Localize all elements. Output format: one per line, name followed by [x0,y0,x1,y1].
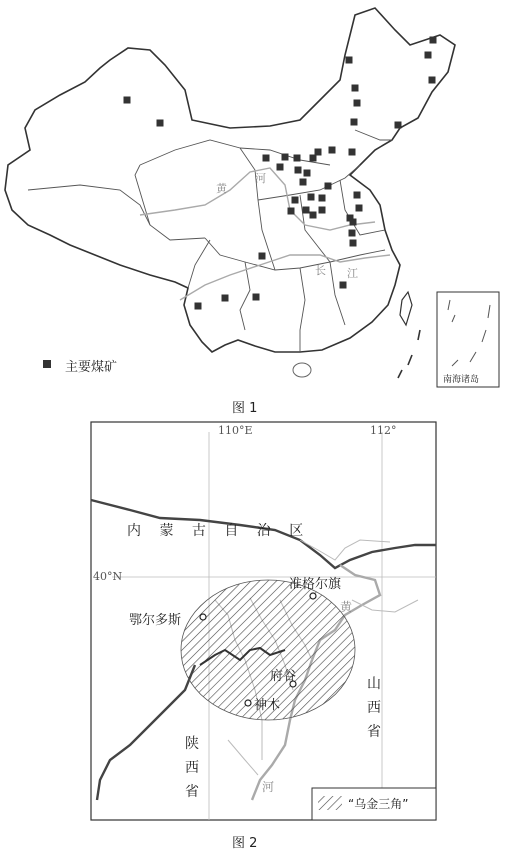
fig1-river-label-he: 河 [255,172,266,185]
shaanxi-boundary [97,665,195,800]
fig1-caption: 图 1 [232,401,258,416]
coal-mine-marker [352,85,359,92]
coal-mine-marker [395,122,402,129]
shaanxi-char-1: 陕 [185,736,199,752]
shaanxi-char-2: 西 [185,760,199,776]
coal-mine-marker [425,52,432,59]
coal-mine-marker [304,170,311,177]
lon-label-112: 112° [370,424,397,437]
coal-mine-marker [354,100,361,107]
coal-mine-marker [350,219,357,226]
taiwan-island [400,292,412,325]
coal-mine-marker [288,208,295,215]
lon-label-110: 110°E [218,424,253,437]
city-marker-zhungeer [310,593,316,599]
coal-mine-marker [430,37,437,44]
coal-mine-marker [295,167,302,174]
coal-mine-marker [340,282,347,289]
fig2-river-label-huang: 黄 [340,600,353,614]
coal-mine-marker [310,212,317,219]
fig1-inset-label: 南海诸岛 [443,375,480,385]
china-outline [5,8,455,352]
coal-mine-marker [222,295,229,302]
coal-mine-marker [325,183,332,190]
hainan-island [293,363,311,377]
fig1-river-label-huang: 黄 [216,182,227,195]
coal-mine-marker [259,253,266,260]
nine-dash-marks [398,330,420,378]
coal-mine-marker [294,155,301,162]
coal-mine-marker [310,155,317,162]
coal-mine-marker [349,149,356,156]
coal-mine-marker [263,155,270,162]
city-label-zhungeer: 准格尔旗 [289,577,342,592]
coal-mine-markers [124,37,437,310]
coal-mine-marker [157,120,164,127]
coal-mine-marker [277,164,284,171]
province-label-shanxi [366,672,382,744]
coal-mine-marker [253,294,260,301]
coal-mine-marker [350,240,357,247]
coal-mine-marker [300,179,307,186]
shanxi-char-3: 省 [367,724,381,740]
coal-mine-marker [315,149,322,156]
lat-label-40: 40°N [93,570,123,583]
shanxi-char-2: 西 [367,700,381,716]
coal-mine-marker [282,154,289,161]
coal-mine-marker [329,147,336,154]
city-marker-shenmu [245,700,251,706]
province-boundaries [28,130,392,352]
coal-mine-marker [308,194,315,201]
city-marker-ordos [200,614,206,620]
coal-mine-marker [356,205,363,212]
fig2-river-label-he: 河 [262,780,275,794]
coal-mine-marker [354,192,361,199]
coal-mine-marker [124,97,131,104]
coal-mine-marker [349,230,356,237]
city-label-fugu: 府谷 [270,669,297,684]
coal-mine-marker [195,303,202,310]
coal-mine-marker [292,197,299,204]
legend-mine-icon [43,360,51,368]
fig1-river-label-chang: 长 [315,264,326,277]
coal-mine-marker [319,195,326,202]
region-label-inner-mongolia: 内 蒙 古 自 治 区 [127,523,304,539]
coal-mine-marker [303,207,310,214]
fig2-caption: 图 2 [232,836,258,851]
coal-mine-marker [429,77,436,84]
fig1-legend-label: 主要煤矿 [65,360,118,375]
fig1-river-label-jiang: 江 [347,267,358,280]
legend-hatch-swatch [318,796,342,810]
coal-mine-marker [319,207,326,214]
coal-mine-marker [346,57,353,64]
province-label-shaanxi [184,732,200,804]
city-label-shenmu: 神木 [254,698,281,713]
shanxi-char-1: 山 [367,676,381,692]
shaanxi-char-3: 省 [185,784,199,800]
fig2-legend-label: “乌金三角” [348,797,409,811]
city-label-ordos: 鄂尔多斯 [129,613,182,628]
coal-mine-marker [351,119,358,126]
